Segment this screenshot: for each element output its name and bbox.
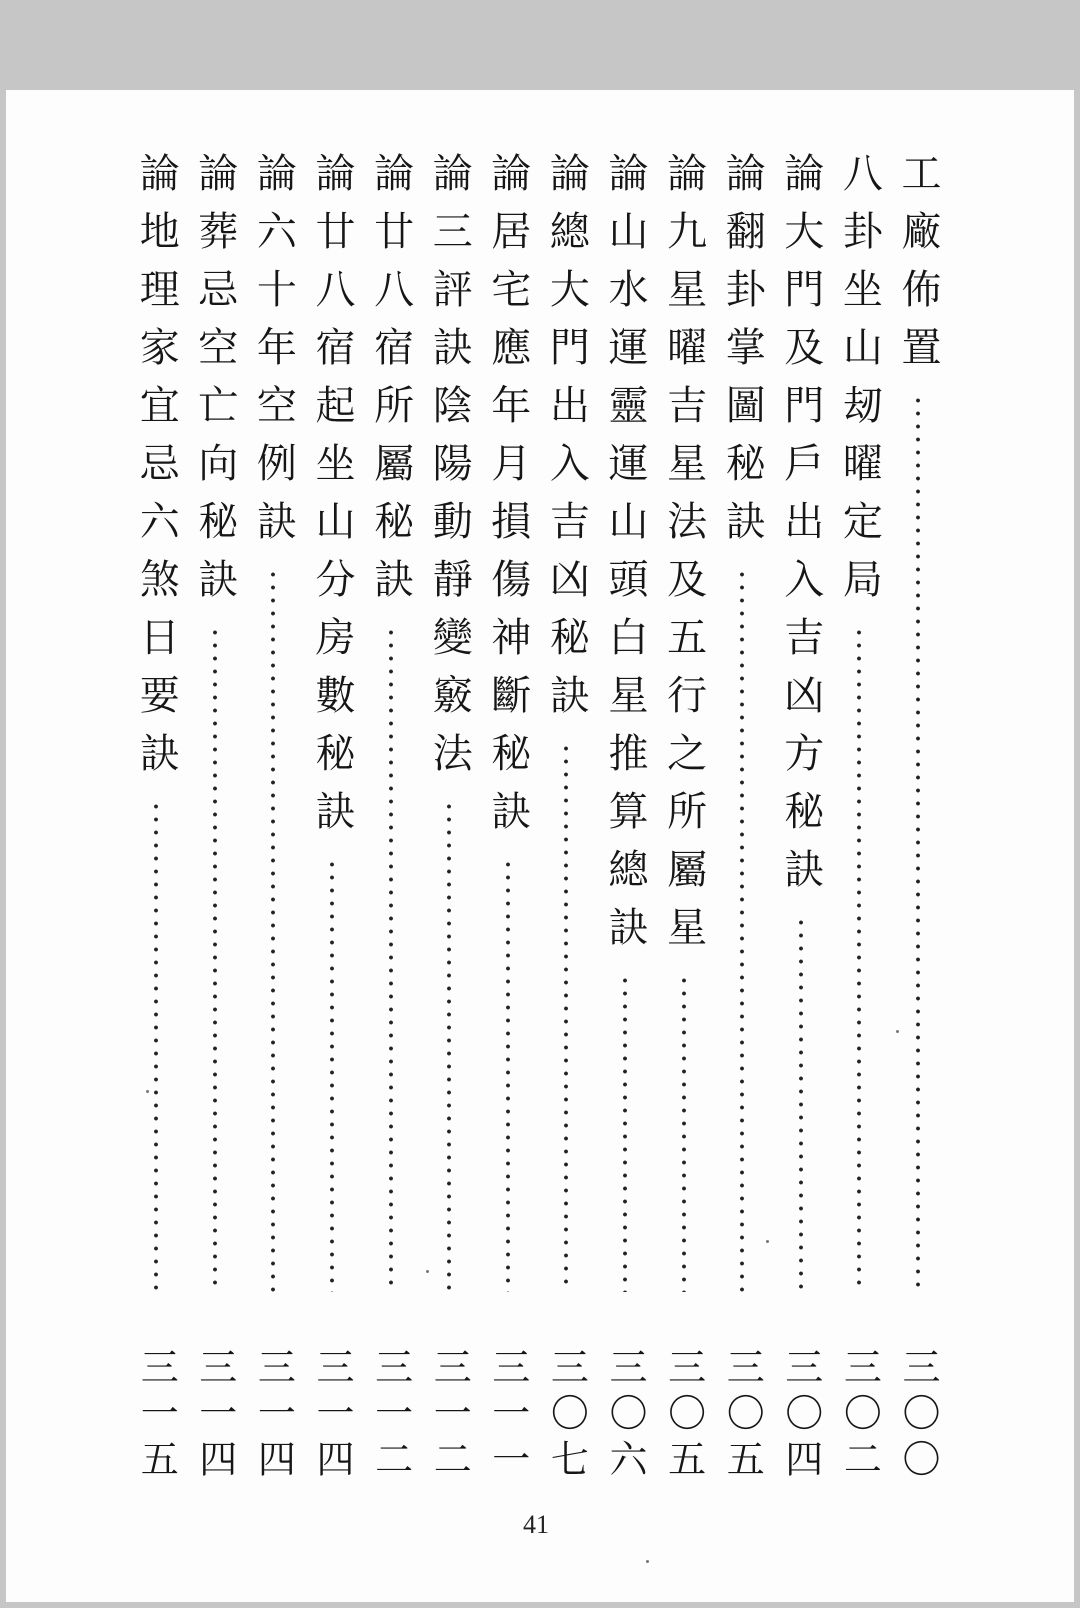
toc-entry-page: 三一四 <box>310 1347 354 1485</box>
dot-leader <box>739 568 745 1292</box>
toc-entry <box>829 152 889 1485</box>
folio-page-number: 41 <box>523 1510 549 1539</box>
toc-entry-title: 論總大門出入吉凶秘訣 <box>543 152 590 732</box>
toc-entry-page: 三一二 <box>427 1347 472 1485</box>
scan-speck <box>766 1240 769 1243</box>
toc-entry <box>302 152 362 1485</box>
toc-entry-title: 論大門及門戶出入吉凶方秘訣 <box>777 152 824 906</box>
toc-entry-title: 論廿八宿所屬秘訣 <box>367 152 414 616</box>
toc-entry-title: 論翻卦掌圖秘訣 <box>719 152 766 558</box>
toc-entry-title: 論山水運靈運山頭白星推算總訣 <box>602 152 648 964</box>
dot-leader <box>915 394 921 1292</box>
toc-entry <box>712 152 772 1485</box>
toc-entry <box>243 152 303 1485</box>
toc-entry-page: 三一四 <box>251 1347 296 1485</box>
dot-leader <box>446 800 452 1292</box>
toc-entry-title: 論三評訣陰陽動靜變竅法 <box>426 152 473 790</box>
dot-leader <box>798 916 804 1292</box>
toc-entry <box>595 152 655 1485</box>
scan-speck <box>896 1030 899 1033</box>
toc-entry <box>419 152 479 1485</box>
toc-entry-page: 三〇五 <box>720 1347 765 1485</box>
toc-entry-title: 論地理家宜忌六煞日要訣 <box>133 152 180 790</box>
toc-entry <box>771 152 831 1485</box>
toc-entry-title: 論廿八宿起坐山分房數秘訣 <box>309 152 355 848</box>
toc-entry-title: 論居宅應年月損傷神斷秘訣 <box>484 152 531 848</box>
toc-entry-title: 工廠佈置 <box>895 152 941 384</box>
toc-entry <box>888 152 948 1485</box>
toc-entry-page: 三〇六 <box>603 1347 647 1485</box>
toc-entry-page: 三一四 <box>192 1347 237 1485</box>
toc-entry <box>478 152 538 1485</box>
toc-entry-title: 八卦坐山刼曜定局 <box>836 152 883 616</box>
toc-entry-title: 論六十年空例訣 <box>250 152 297 558</box>
scan-speck <box>426 1270 429 1273</box>
toc-entry <box>361 152 421 1485</box>
toc-entry-page: 三〇四 <box>778 1347 823 1485</box>
toc-entry-title: 論九星曜吉星法及五行之所屬星 <box>660 152 707 964</box>
scan-speck <box>646 1560 649 1563</box>
dot-leader <box>329 858 335 1292</box>
toc-entry-page: 三一一 <box>485 1347 530 1485</box>
toc-entry-page: 三〇七 <box>544 1347 589 1485</box>
toc-entry-page: 三一五 <box>134 1347 179 1485</box>
dot-leader <box>388 626 394 1292</box>
toc-entry-title: 論葬忌空亡向秘訣 <box>191 152 238 616</box>
toc-entry <box>126 152 186 1485</box>
toc-entry <box>654 152 714 1485</box>
toc-entry <box>185 152 245 1485</box>
dot-leader <box>563 742 569 1292</box>
toc-entry-page: 三〇五 <box>661 1347 706 1485</box>
toc-entry-page: 三〇二 <box>837 1347 882 1485</box>
dot-leader <box>505 858 511 1292</box>
toc-entry-page: 三一二 <box>368 1347 413 1485</box>
dot-leader <box>856 626 862 1292</box>
dot-leader <box>212 626 218 1292</box>
dot-leader <box>681 974 687 1292</box>
document-page <box>6 90 1074 1602</box>
dot-leader <box>622 974 628 1292</box>
dot-leader <box>153 800 159 1292</box>
dot-leader <box>270 568 276 1292</box>
scan-speck <box>146 1090 149 1093</box>
toc-entry-page: 三〇〇 <box>896 1347 940 1485</box>
toc-entry <box>536 152 596 1485</box>
